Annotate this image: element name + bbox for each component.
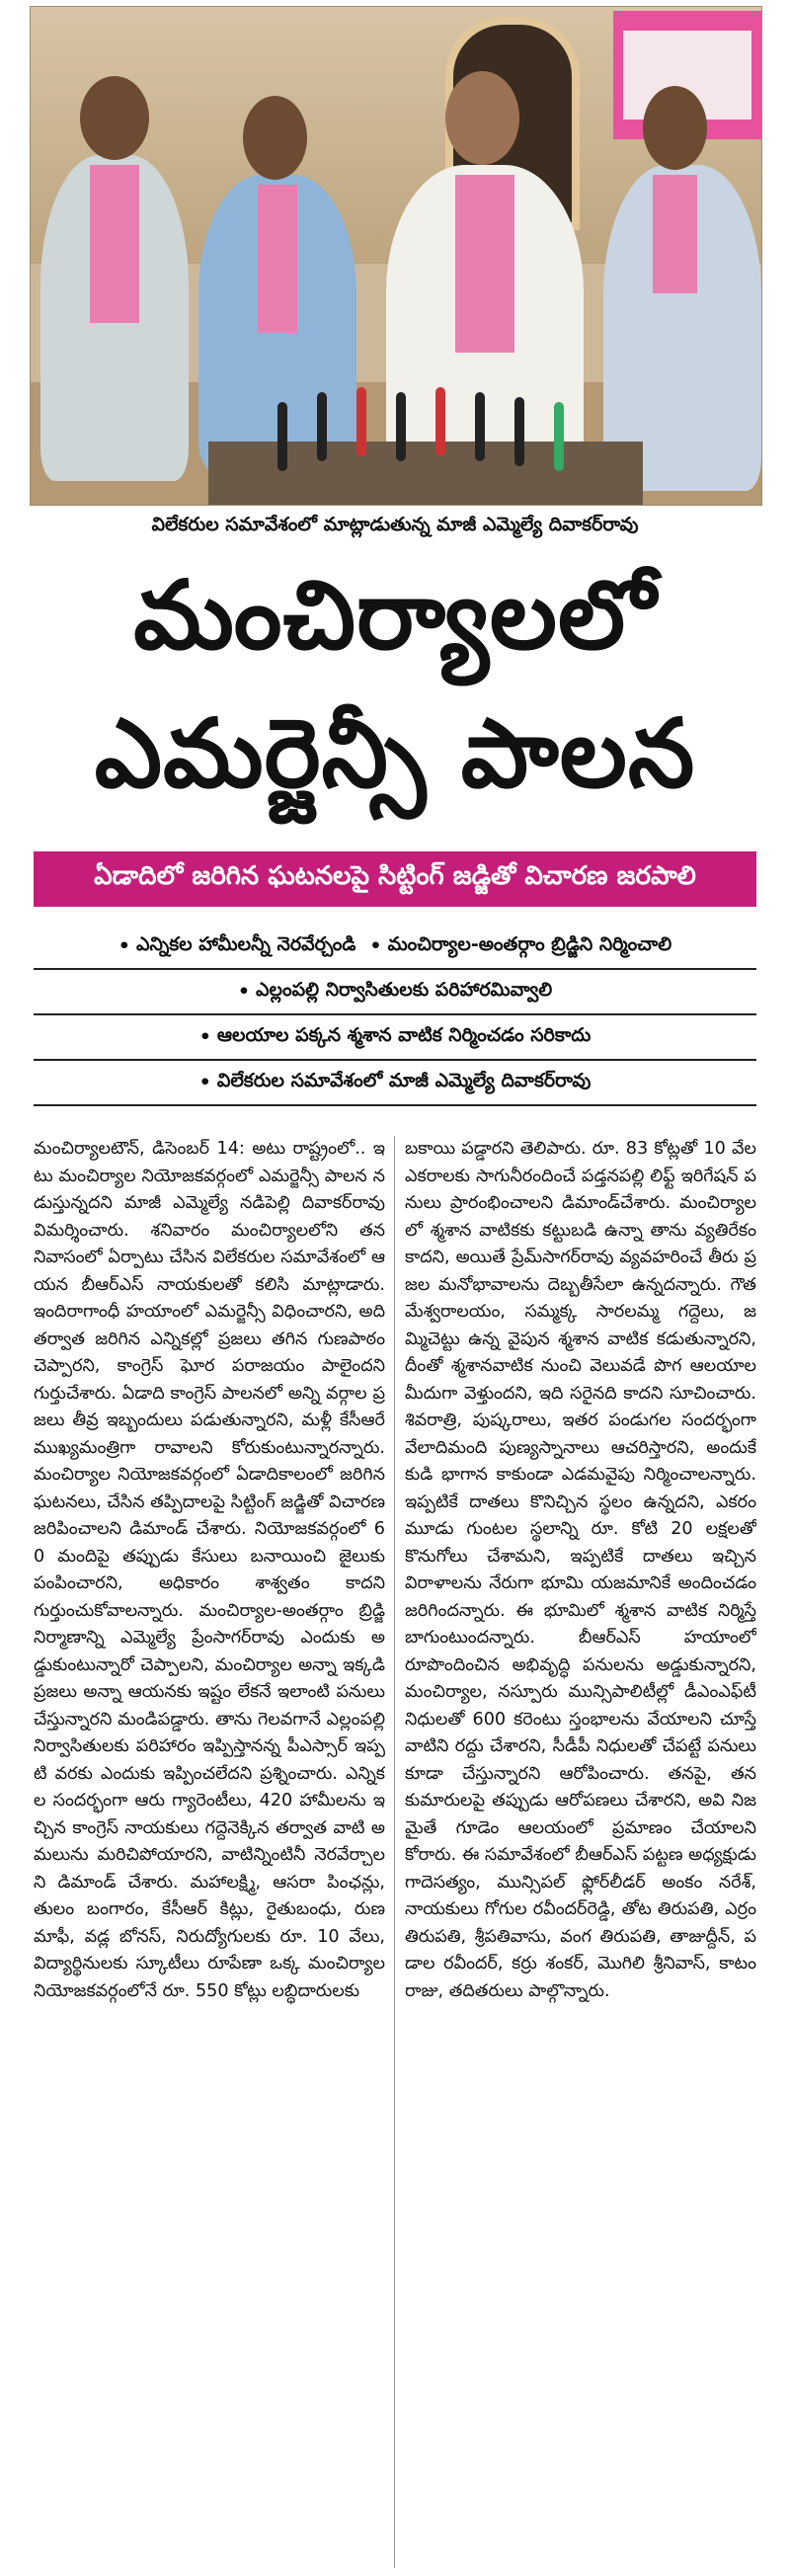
photo-mic: [356, 387, 366, 456]
photo-person-1-head: [80, 76, 149, 160]
photo-person-4-scarf: [653, 175, 697, 293]
bullet-icon: •: [118, 935, 130, 957]
bullet-text: ఆలయాల పక్కన శ్మశాన వాటిక నిర్మించడం సరికాదు: [216, 1023, 592, 1046]
bullet-icon: •: [237, 981, 251, 1003]
headline-line-2: ఎమర్జెన్సీ పాలన: [94, 698, 696, 809]
photo-mic: [554, 402, 564, 471]
bullet-text: విలేకరుల సమావేశంలో మాజీ ఎమ్మెల్యే దివాకర్‌రావు: [216, 1069, 592, 1091]
bullet-icon: •: [198, 1026, 211, 1048]
subheadline-text: ఏడాదిలో జరిగిన ఘటనలపై సిట్టింగ్ జడ్జితో విచారణ జరపాలి: [94, 861, 696, 891]
photo-person-1-scarf: [90, 165, 139, 323]
photo-caption: విలేకరుల సమావేశంలో మాట్లాడుతున్న మాజీ ఎమ్మెల్యే దివాకర్‌రావు: [151, 514, 639, 535]
photo-person-2-head: [243, 96, 307, 180]
bullet-row: [34, 1061, 756, 1106]
bullet-text: ఎన్నికల హామీలన్నీ నెరవేర్చండి: [135, 932, 356, 955]
bullet-row: [34, 925, 756, 970]
press-meet-photo: [30, 6, 762, 506]
photo-person-3-scarf: [455, 175, 514, 353]
bullet-row: [34, 970, 756, 1015]
photo-person-4-head: [643, 86, 707, 170]
photo-mic: [514, 397, 524, 466]
article-column-2: బకాయి పడ్డారని తెలిపారు. రూ. 83 కోట్లతో 10 వేల ఎకరాలకు సాగునీరందించే పడ్తనపల్లి లిఫ్ట్ ఇరిగేషన్ పనులు ప్రారంభించాలని డిమాండ్‌చేశారు. మంచిర్యాలలో శ్మశాన వాటికకు కట్టుబడి ఉన్నా తాను వ్యతిరేకం కాదని, అయితే ప్రేమ్‌సాగర్‌రావు వ్యవహరించే తీరు ప్రజల మనోభావాలను దెబ్బతీసేలా ఉన్నదన్నారు. గౌతమేశ్వరాలయం, సమ్మక్క సారలమ్మ గద్దెలు, జమ్మిచెట్టు ఉన్న వైపున శ్మశాన వాటిక కడుతున్నారని, దీంతో శ్మశానవాటిక నుంచి వెలువడే పొగ ఆలయాల మీదుగా వెళ్తుందని, ఇది సరైనది కాదని సూచించారు. శివరాత్రి, పుష్కరాలు, ఇతర పండుగల సందర్భంగా వేలాదిమంది పుణ్యస్నానాలు ఆచరిస్తారని, అందుకే కుడి భాగాన కాకుండా ఎడమవైపు నిర్మించాలన్నారు. ఇప్పటికే దాతలు కొనిచ్చిన స్థలం ఉన్నదని, ఎకరం మూడు గుంటల స్థలాన్ని రూ. కోటి 20 లక్షలతో కొనుగోలు చేశామని, ఇప్పటికే దాతలు ఇచ్చిన విరాళాలను నేరుగా భూమి యజమానికే అందించడం జరిగిందన్నారు. ఈ భూమిలో శ్మశాన వాటిక నిర్మిస్తే బాగుంటుందన్నారు. బీఆర్‌ఎస్ హయాంలో రూపొందించిన అభివృద్ధి పనులను అడ్డుకున్నారని, మంచిర్యాల, నస్పూరు మున్సిపాలిటీల్లో డీఎంఎఫ్‌టీ నిధులతో 600 కరెంటు స్తంభాలను వేయాలని చూస్తే వాటిని రద్దు చేశారని, సీడీపీ నిధులతో చేపట్టే పనులు కూడా చేస్తున్నారని ఆరోపించారు. తనపై, తన కుమారులపై తప్పుడు ఆరోపణలు చేశారని, అవి నిజమైతే గూడెం ఆలయంలో ప్రమాణం చేయాలని కోరారు. ఈ సమావేశంలో బీఆర్‌ఎస్ పట్టణ అధ్యక్షుడు గాదెసత్యం, మున్సిపల్ ఫ్లోర్‌లీడర్ అంకం నరేశ్, నాయకులు గోగుల రవీందర్‌రెడ్డి, తోట తిరుపతి, ఎర్రం తిరుపతి, శ్రీపతివాసు, వంగ తిరుపతి, తాజుద్దీన్, పడాల రవీందర్, కర్రు శంకర్, మొగిలి శ్రీనివాస్, కాటం రాజు, తదితరులు పాల్గొన్నారు.: [405, 1139, 756, 2001]
bullet-points: [34, 925, 756, 1106]
photo-mic: [475, 392, 485, 461]
photo-table: [208, 442, 643, 506]
photo-mic: [396, 392, 406, 461]
bullet-icon: •: [369, 935, 382, 957]
photo-mic: [317, 392, 327, 461]
photo-mic: [435, 387, 445, 456]
article-body: [34, 1136, 756, 2570]
bullet-text: ఎల్లంపల్లి నిర్వాసితులకు పరిహారమివ్వాలి: [256, 978, 553, 1001]
photo-mic: [277, 402, 287, 471]
bullet-text: మంచిర్యాల-అంతర్గాం బ్రిడ్జిని నిర్మించాలి: [387, 932, 672, 955]
photo-person-3-head: [445, 71, 519, 165]
subheadline-bar: [34, 851, 756, 907]
bullet-row: [34, 1015, 756, 1061]
photo-person-2-scarf: [258, 185, 297, 333]
article-column-1: మంచిర్యాలటౌన్, డిసెంబర్ 14: అటు రాష్ట్రంలో.. ఇటు మంచిర్యాల నియోజకవర్గంలో ఎమర్జెన్సీ పాలన నడుస్తున్నదని మాజీ ఎమ్మెల్యే నడిపెల్లి దివాకర్‌రావు విమర్శించారు. శనివారం మంచిర్యాలలోని తన నివాసంలో ఏర్పాటు చేసిన విలేకరుల సమావేశంలో ఆయన బీఆర్‌ఎస్ నాయకులతో కలిసి మాట్లాడారు. ఇందిరాగాంధీ హయాంలో ఎమర్జెన్సీ విధించారని, అది తర్వాత జరిగిన ఎన్నికల్లో ప్రజలు తగిన గుణపాఠం చెప్పారని, కాంగ్రెస్ ఘోర పరాజయం పాలైందని గుర్తుచేశారు. ఏడాది కాంగ్రెస్ పాలనలో అన్ని వర్గాల ప్రజలు తీవ్ర ఇబ్బందులు పడుతున్నారని, మళ్లీ కేసీఆరే ముఖ్యమంత్రిగా రావాలని కోరుకుంటున్నారన్నారు. మంచిర్యాల నియోజకవర్గంలో ఏడాదికాలంలో జరిగిన ఘటనలు, చేసిన తప్పిదాలపై సిట్టింగ్ జడ్జితో విచారణ జరిపించాలని డిమాండ్ చేశారు. నియోజకవర్గంలో 60 మందిపై తప్పుడు కేసులు బనాయించి జైలుకు పంపించారని, అధికారం శాశ్వతం కాదని గుర్తుంచుకోవాలన్నారు. మంచిర్యాల-అంతర్గాం బ్రిడ్జి నిర్మాణాన్ని ఎమ్మెల్యే ప్రేంసాగర్‌రావు ఎందుకు అడ్డుకుంటున్నారో చెప్పాలని, మంచిర్యాల అన్నా ఇక్కడి ప్రజలు అన్నా ఆయనకు ఇష్టం లేకనే ఇలాంటి పనులు చేస్తున్నారని మండిపడ్డారు. తాను గెలవగానే ఎల్లంపల్లి నిర్వాసితులకు పరిహారం ఇప్పిస్తానన్న పీఎస్సార్ ఇప్పటి వరకు ఎందుకు ఇప్పించలేదని ప్రశ్నించారు. ఎన్నికల సందర్భంగా ఆరు గ్యారెంటీలు, 420 హామీలను ఇచ్చిన కాంగ్రెస్ నాయకులు గద్దెనెక్కిన తర్వాత వాటి అమలును మరిచిపోయారని, వాటిన్నింటినీ నెరవేర్చాలని డిమాండ్ చేశారు. మహాలక్ష్మి, ఆసరా పింఛన్లు, తులం బంగారం, కేసీఆర్ కిట్లు, రైతుబంధు, రుణమాఫీ, వడ్ల బోనస్, నిరుద్యోగులకు రూ. 10 వేలు, విద్యార్థినులకు స్కూటీలు రూపేణా ఒక్క మంచిర్యాల నియోజకవర్గంలోనే రూ. 550 కోట్లు లబ్ధిదారులకు: [34, 1139, 385, 2001]
bullet-icon: •: [198, 1072, 211, 1093]
headline-line-1: మంచిర్యాలలో: [133, 560, 657, 671]
